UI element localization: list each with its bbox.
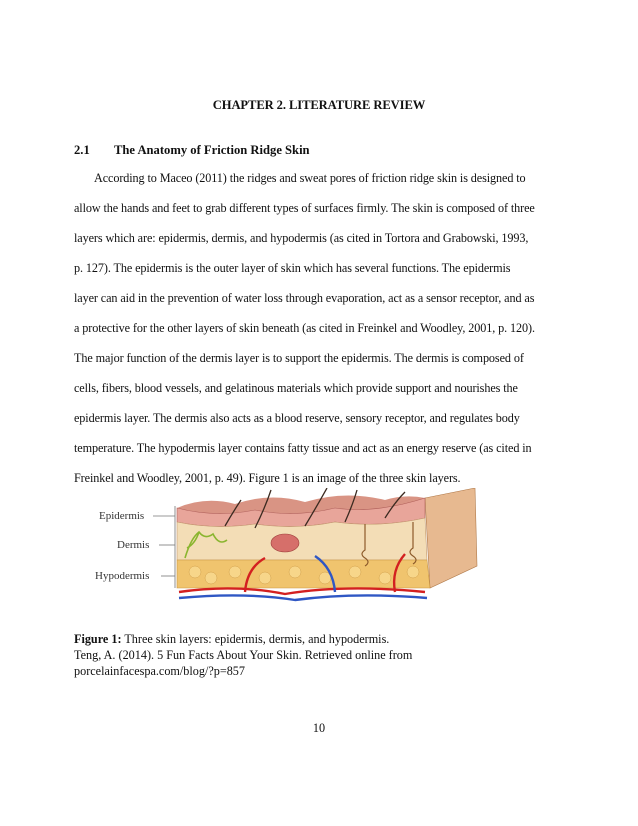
caption-line-1 [74,631,412,647]
paragraph-line: layer can aid in the prevention of water loss through evaporation, act as a sensor receptor, and as [74,291,535,305]
section-number: 2.1 [74,143,90,157]
section-title: The Anatomy of Friction Ridge Skin [114,143,310,157]
leader-lines [153,506,175,588]
label-hypodermis: Hypodermis [95,570,150,582]
paragraph-line: temperature. The hypodermis layer contains fatty tissue and act as an energy reserve (as cited in [74,441,532,455]
caption-text: Three skin layers: epidermis, dermis, and hypodermis. [121,632,390,646]
paragraph-line: a protective for the other layers of skin beneath (as cited in Freinkel and Woodley, 2001, p. 120). [74,321,535,335]
label-epidermis: Epidermis [99,510,145,522]
paragraph-line: Freinkel and Woodley, 2001, p. 49). Figure 1 is an image of the three skin layers. [74,471,461,485]
skin-layers-figure [95,488,485,618]
page-number: 10 [312,721,326,735]
paragraph-line: p. 127). The epidermis is the outer layer of skin which has several functions. The epidermis [74,261,511,275]
paragraph-line: cells, fibers, blood vessels, and gelatinous materials which provide support and nourishes the [74,381,518,395]
caption-line-2: Teng, A. (2014). 5 Fun Facts About Your Skin. Retrieved online from [74,648,413,662]
paragraph-line: allow the hands and feet to grab different types of surfaces firmly. The skin is composed of three [74,201,535,215]
caption-line-3: porcelainfacespa.com/blog/?p=857 [74,664,245,678]
figure-caption [74,631,412,679]
paragraph-line: layers which are: epidermis, dermis, and hypodermis (as cited in Tortora and Grabowski, 1993, [74,231,529,245]
paragraph-line: epidermis layer. The dermis also acts as a blood reserve, sensory receptor, and regulates body [74,411,520,425]
hair-follicle [271,534,299,552]
section-heading [74,143,310,158]
skin-layers-illustration [95,488,485,618]
paragraph-line: According to Maceo (2011) the ridges and sweat pores of friction ridge skin is designed to [94,171,526,185]
paragraph-line: The major function of the dermis layer is to support the epidermis. The dermis is composed of [74,351,524,365]
body-paragraph [74,170,574,500]
chapter-title: CHAPTER 2. LITERATURE REVIEW [212,98,426,112]
block-side [425,488,477,588]
caption-label: Figure 1: [74,632,122,646]
label-dermis: Dermis [117,539,150,551]
